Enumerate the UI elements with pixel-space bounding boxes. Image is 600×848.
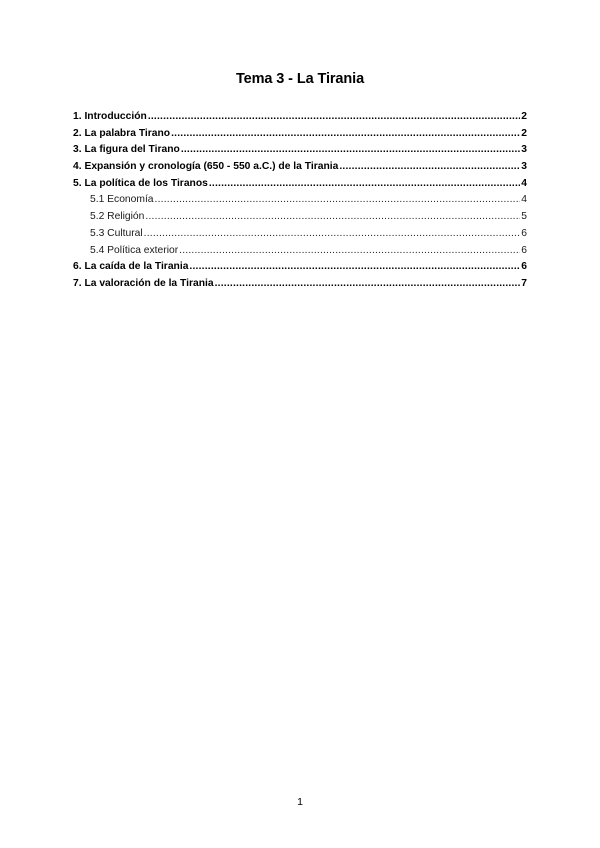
toc-entry-religion[interactable] [73, 209, 527, 226]
toc-dot-leader [339, 159, 520, 176]
toc-entry-label: 6. La caída de la Tirania [73, 261, 189, 273]
toc-entry-palabra-tirano[interactable] [73, 126, 527, 143]
toc-entry-label: 1. Introducción [73, 111, 147, 122]
toc-entry-page: 7 [521, 277, 527, 289]
toc-entry-page: 5 [521, 211, 527, 223]
toc-entry-page: 6 [521, 261, 527, 273]
toc-entry-introduccion[interactable] [73, 109, 527, 126]
toc-entry-page: 3 [521, 161, 527, 173]
toc-dot-leader [181, 142, 520, 159]
toc-dot-leader [209, 176, 520, 193]
toc-entry-politica-exterior[interactable] [73, 243, 527, 260]
toc-dot-leader [155, 192, 521, 209]
toc-dot-leader [171, 126, 520, 143]
toc-entry-economia[interactable] [73, 192, 527, 209]
toc-entry-page: 2 [521, 127, 527, 139]
toc-dot-leader [145, 209, 520, 226]
toc-entry-cultural[interactable] [73, 226, 527, 243]
toc-dot-leader [144, 226, 521, 243]
toc-entry-label: 4. Expansión y cronología (650 - 550 a.C.) de la Tirania [73, 161, 339, 173]
toc-entry-caida-tirania[interactable] [73, 259, 527, 276]
toc-entry-valoracion-tirania[interactable] [73, 276, 527, 293]
toc-entry-page: 4 [521, 177, 527, 189]
toc-entry-expansion-cronologia[interactable] [73, 159, 527, 176]
toc-dot-leader [148, 109, 520, 126]
toc-dot-leader [189, 259, 520, 276]
toc-entry-figura-tirano[interactable] [73, 142, 527, 159]
toc-entry-page: 3 [521, 144, 527, 156]
page-number: 1 [297, 796, 303, 808]
toc-entry-label: 7. La valoración de la Tirania [73, 277, 214, 289]
toc-entry-label: 5.4 Política exterior [90, 244, 179, 256]
toc-entry-label: 5.3 Cultural [90, 227, 143, 239]
toc-entry-label: 5.2 Religión [90, 211, 145, 223]
toc-dot-leader [215, 276, 521, 293]
toc-entry-politica-tiranos[interactable] [73, 176, 527, 193]
toc-dot-leader [179, 243, 520, 260]
toc-entry-label: 2. La palabra Tirano [73, 127, 171, 139]
toc-entry-label: 5.1 Economía [90, 194, 154, 206]
toc-entry-page: 4 [521, 194, 527, 206]
toc-entry-page: 6 [521, 227, 527, 239]
table-of-contents [73, 109, 527, 293]
toc-entry-label: 3. La figura del Tirano [73, 144, 180, 156]
document-title: Tema 3 - La Tirania [235, 71, 365, 87]
toc-entry-page: 6 [521, 244, 527, 256]
toc-entry-page: 2 [521, 111, 527, 122]
toc-entry-label: 5. La política de los Tiranos [73, 177, 208, 189]
